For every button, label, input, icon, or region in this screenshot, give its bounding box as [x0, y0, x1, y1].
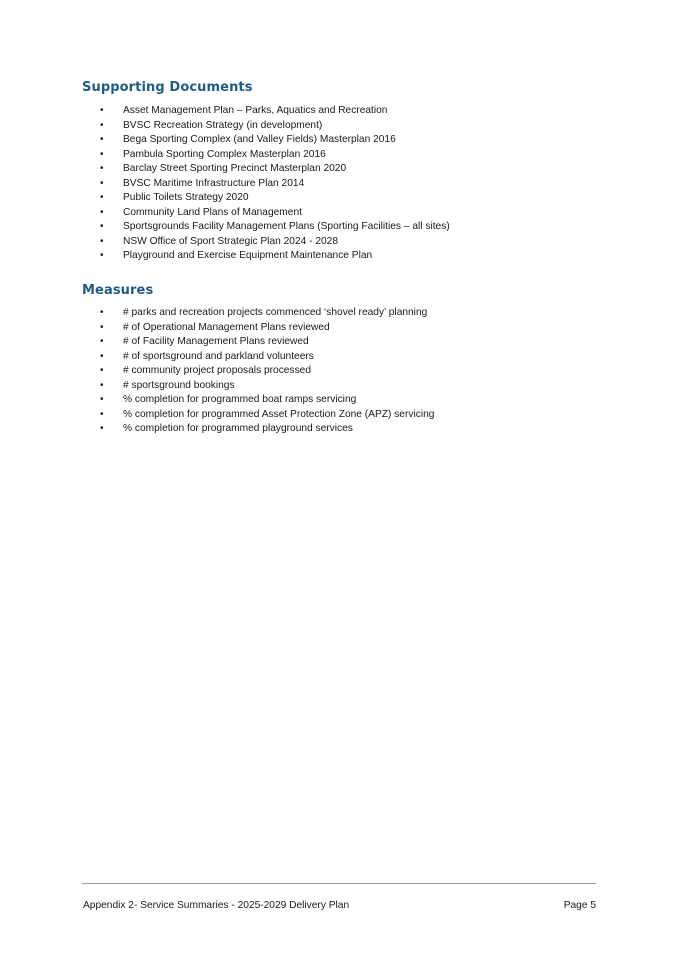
- list-item: • % completion for programmed playground services: [100, 422, 620, 437]
- list-item: • BVSC Recreation Strategy (in development): [100, 119, 620, 134]
- list-item: • # of Facility Management Plans reviewed: [100, 335, 620, 350]
- list-item: • # sportsground bookings: [100, 379, 620, 394]
- footer-document-title: Appendix 2- Service Summaries - 2025-2029 Delivery Plan: [83, 900, 350, 911]
- list-item: • NSW Office of Sport Strategic Plan 2024 - 2028: [100, 235, 620, 250]
- list-item: • Public Toilets Strategy 2020: [100, 191, 620, 206]
- list-item: • Barclay Street Sporting Precinct Masterplan 2020: [100, 162, 620, 177]
- list-item: • Playground and Exercise Equipment Maintenance Plan: [100, 249, 620, 264]
- measures-heading: Measures: [82, 283, 154, 298]
- list-item: • Asset Management Plan – Parks, Aquatics and Recreation: [100, 104, 620, 119]
- footer-divider: [82, 883, 596, 884]
- list-item: • Sportsgrounds Facility Management Plans (Sporting Facilities – all sites): [100, 220, 620, 235]
- list-item: • # community project proposals processed: [100, 364, 620, 379]
- footer-page-number: Page 5: [563, 900, 596, 911]
- list-item: • % completion for programmed Asset Protection Zone (APZ) servicing: [100, 408, 620, 423]
- list-item: • # of sportsground and parkland volunteers: [100, 350, 620, 365]
- supporting-documents-list: [100, 104, 620, 264]
- measures-list: [100, 306, 620, 437]
- list-item: • Community Land Plans of Management: [100, 206, 620, 221]
- supporting-documents-heading: Supporting Documents: [82, 80, 253, 95]
- list-item: • # of Operational Management Plans reviewed: [100, 321, 620, 336]
- list-item: • Bega Sporting Complex (and Valley Fields) Masterplan 2016: [100, 133, 620, 148]
- list-item: • # parks and recreation projects commenced ‘shovel ready’ planning: [100, 306, 620, 321]
- list-item: • Pambula Sporting Complex Masterplan 2016: [100, 148, 620, 163]
- list-item: • % completion for programmed boat ramps servicing: [100, 393, 620, 408]
- list-item: • BVSC Maritime Infrastructure Plan 2014: [100, 177, 620, 192]
